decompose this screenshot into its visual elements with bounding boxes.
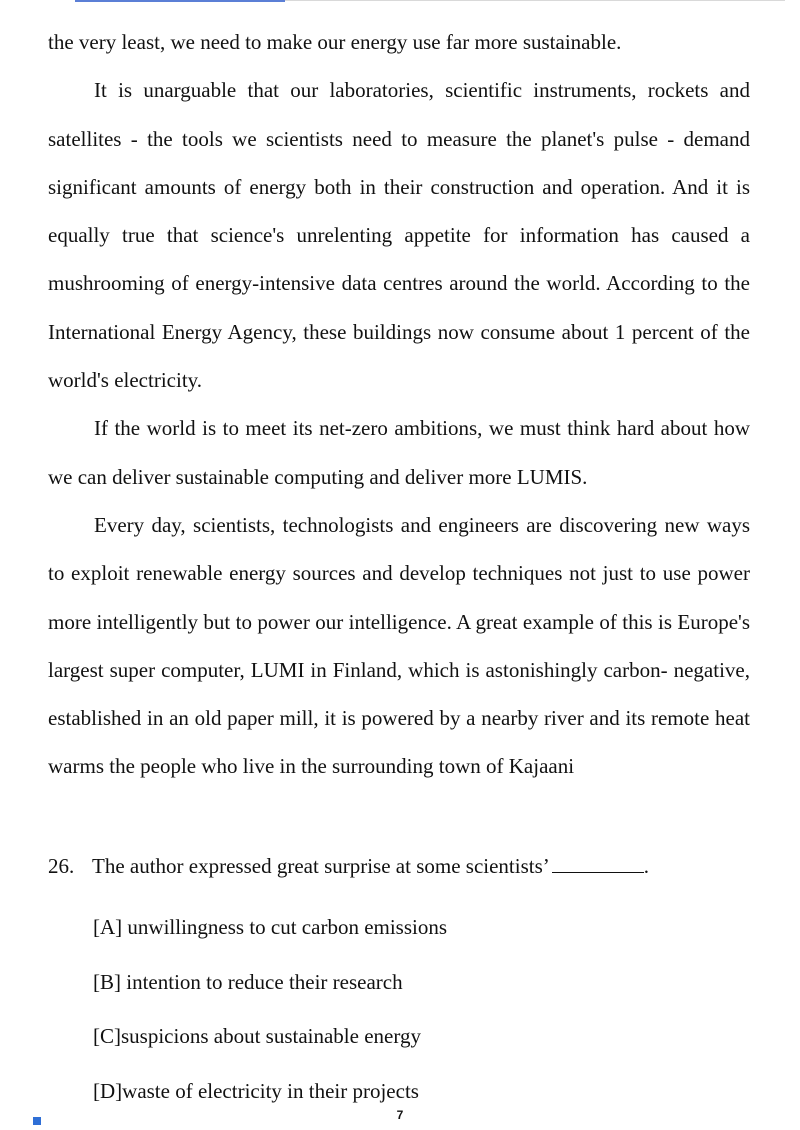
option-b[interactable]: [B] intention to reduce their research xyxy=(93,969,403,994)
answer-blank xyxy=(552,854,644,873)
option-c[interactable]: [C]suspicions about sustainable energy xyxy=(93,1024,421,1048)
paragraph-energy-demand: It is unarguable that our laboratories, scientific instruments, rockets and satellites - the tools we scientists need to measure the planet's pulse - demand significant amounts of energy both in their construction and operation. And it is equally true that science's unrelenting appetite for information has caused a mushrooming of energy-intensive data centres around the world. According to the International Energy Agency, these buildings now consume about 1 percent of the world's electricity. xyxy=(48,78,750,393)
question-26 xyxy=(48,846,649,886)
option-d[interactable]: [D]waste of electricity in their projects xyxy=(93,1078,419,1103)
paragraph-lumi-example: Every day, scientists, technologists and engineers are discovering new ways to exploit renewable energy sources and develop techniques not just to use power more intelligently but to power our intelligence. A great example of this is Europe's largest super computer, LUMI in Finland, which is astonishingly carbon- negative, established in an old paper mill, it is powered by a nearby river and its remote heat warms the people who live in the surrounding town of Kajaani xyxy=(48,512,750,779)
paragraph-net-zero: If the world is to meet its net-zero ambitions, we must think hard about how we can deliver sustainable computing and deliver more LUMIS. xyxy=(48,416,750,489)
page-number: 7 xyxy=(396,1108,404,1122)
option-a[interactable]: [A] unwillingness to cut carbon emissions xyxy=(93,915,448,939)
question-stem: The author expressed great surprise at some scientists’ xyxy=(92,854,550,878)
top-divider xyxy=(75,0,285,2)
question-number: 26. xyxy=(48,854,75,878)
paragraph-continuation: the very least, we need to make our energy use far more sustainable. xyxy=(48,30,622,54)
question-end: . xyxy=(643,854,650,878)
top-divider-light xyxy=(285,0,785,1)
passage-body xyxy=(48,18,750,791)
corner-marker-icon xyxy=(33,1117,41,1125)
answer-options xyxy=(93,900,447,1118)
